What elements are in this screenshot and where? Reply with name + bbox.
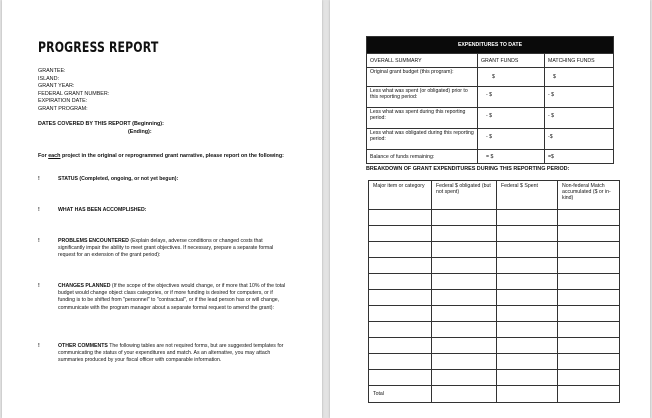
table-cell[interactable]: [558, 322, 620, 338]
table-row: [367, 150, 614, 164]
match-cell[interactable]: -$: [545, 129, 614, 150]
bd-header-match: Non-federal Match accumulated ($ or in-kind): [558, 181, 620, 210]
table-row: [369, 290, 620, 306]
intro-after: project in the original or reprogrammed grant narrative, please report on the following:: [60, 153, 284, 159]
table-cell[interactable]: [369, 210, 432, 226]
table-cell[interactable]: [497, 210, 558, 226]
row-label: Balance of funds remaining:: [367, 150, 478, 164]
table-cell[interactable]: [558, 338, 620, 354]
total-row: [369, 386, 620, 403]
table-cell[interactable]: [432, 370, 497, 386]
dates-covered: [38, 121, 164, 136]
intro-before: For: [38, 153, 49, 159]
table-row: [369, 306, 620, 322]
table-cell[interactable]: [497, 338, 558, 354]
bd-header-major-item: Major item or category: [369, 181, 432, 210]
bd-header-obligated: Federal $ obligated (but not spent): [432, 181, 497, 210]
match-cell[interactable]: =$: [545, 150, 614, 164]
col-matching-funds: MATCHING FUNDS: [545, 54, 614, 68]
table-row: [369, 242, 620, 258]
table-cell[interactable]: [369, 290, 432, 306]
bullet-icon: !: [38, 238, 40, 244]
expenditures-page: [330, 0, 650, 418]
table-row: [369, 354, 620, 370]
item-other-comments: [38, 343, 288, 365]
table-row: [369, 370, 620, 386]
table-cell[interactable]: [497, 306, 558, 322]
item-accomplished: [38, 207, 288, 214]
table-cell[interactable]: [432, 322, 497, 338]
table-cell[interactable]: [558, 290, 620, 306]
table-cell[interactable]: [369, 306, 432, 322]
item-heading: STATUS (Completed, ongoing, or not yet begun):: [58, 176, 179, 182]
match-cell[interactable]: - $: [545, 108, 614, 129]
grant-fields: [38, 68, 109, 114]
page-title: PROGRESS REPORT: [38, 40, 159, 56]
table-cell[interactable]: [497, 290, 558, 306]
table-cell[interactable]: [369, 354, 432, 370]
table-cell[interactable]: [558, 274, 620, 290]
table-cell[interactable]: [558, 306, 620, 322]
row-label: Less what was spent (or obligated) prior to this reporting period:: [367, 87, 478, 108]
table-row: [367, 68, 614, 87]
grant-cell[interactable]: - $: [478, 108, 545, 129]
item-text: (If the scope of the objectives would change, or if more that 10% of the total budget would change object class categories, or if more funding is desired for computers, or if funding is to be shifted from "personnel" to "contractual", or if the lead person has or will change, communicate with the program manager about a separate formal request to amend the grant):: [58, 283, 286, 311]
col-grant-funds: GRANT FUNDS: [478, 54, 545, 68]
match-cell[interactable]: - $: [545, 87, 614, 108]
field-grant-year: GRANT YEAR:: [38, 83, 75, 90]
field-expiration-date: EXPIRATION DATE:: [38, 98, 88, 105]
grant-cell[interactable]: - $: [478, 129, 545, 150]
expenditures-title: EXPENDITURES TO DATE: [367, 37, 614, 54]
table-cell[interactable]: [432, 386, 497, 403]
bullet-icon: !: [38, 176, 40, 182]
table-cell[interactable]: [369, 338, 432, 354]
table-cell[interactable]: [432, 290, 497, 306]
table-cell[interactable]: [369, 274, 432, 290]
table-cell[interactable]: [558, 386, 620, 403]
intro-each: each: [48, 153, 61, 159]
bullet-icon: !: [38, 343, 40, 349]
field-grant-program: GRANT PROGRAM:: [38, 105, 88, 112]
table-cell[interactable]: [432, 226, 497, 242]
col-overall-summary: OVERALL SUMMARY: [367, 54, 478, 68]
row-label: Original grant budget (this program):: [367, 68, 478, 87]
bullet-icon: !: [38, 283, 40, 289]
table-cell[interactable]: [432, 338, 497, 354]
table-cell[interactable]: [432, 210, 497, 226]
table-cell[interactable]: [497, 370, 558, 386]
item-problems: [38, 238, 288, 260]
table-row: [369, 274, 620, 290]
table-row: [369, 338, 620, 354]
grant-cell[interactable]: - $: [478, 87, 545, 108]
item-text: The following tables are not required forms, but are suggested templates for communicating the status of your expenditures and match. As an alternative, you may attach summaries produced by your fiscal officer with comparable information.: [58, 343, 284, 364]
table-cell[interactable]: [369, 226, 432, 242]
match-cell[interactable]: $: [545, 68, 614, 87]
grant-cell[interactable]: = $: [478, 150, 545, 164]
table-cell[interactable]: [558, 210, 620, 226]
table-cell[interactable]: [497, 274, 558, 290]
table-cell[interactable]: [497, 242, 558, 258]
item-heading: CHANGES PLANNED: [58, 283, 111, 289]
total-label: Total: [369, 386, 432, 403]
table-cell[interactable]: [369, 322, 432, 338]
bullet-icon: !: [38, 207, 40, 213]
table-cell[interactable]: [558, 258, 620, 274]
table-cell[interactable]: [497, 322, 558, 338]
item-text: (Explain delays, adverse conditions or changed costs that significantly impair the ability to meet grant objectives. If necessary, prepare a separate formal request for an extension of the grant period):: [58, 238, 274, 259]
table-cell[interactable]: [558, 226, 620, 242]
table-row: [369, 258, 620, 274]
intro-paragraph: [38, 153, 288, 160]
item-heading: WHAT HAS BEEN ACCOMPLISHED:: [58, 207, 147, 213]
field-island: ISLAND:: [38, 75, 59, 82]
table-cell[interactable]: [497, 386, 558, 403]
table-cell[interactable]: [369, 370, 432, 386]
item-heading: OTHER COMMENTS: [58, 343, 108, 349]
breakdown-table: [368, 180, 620, 403]
table-cell[interactable]: [558, 370, 620, 386]
table-cell[interactable]: [432, 258, 497, 274]
table-cell[interactable]: [558, 242, 620, 258]
table-cell[interactable]: [497, 354, 558, 370]
grant-cell[interactable]: $: [478, 68, 545, 87]
table-cell[interactable]: [497, 226, 558, 242]
breakdown-title: BREAKDOWN OF GRANT EXPENDITURES DURING THIS REPORTING PERIOD:: [366, 166, 570, 172]
table-cell[interactable]: [369, 242, 432, 258]
item-status: [38, 176, 288, 183]
dates-ending: (Ending):: [128, 128, 152, 135]
table-row: [367, 129, 614, 150]
table-cell[interactable]: [432, 354, 497, 370]
table-cell[interactable]: [497, 258, 558, 274]
progress-report-page: [2, 0, 322, 418]
table-row: [367, 108, 614, 129]
table-row: [369, 322, 620, 338]
bd-header-spent: Federal $ Spent: [497, 181, 558, 210]
item-changes-planned: [38, 283, 288, 312]
row-label: Less what was spent during this reporting period:: [367, 108, 478, 129]
table-cell[interactable]: [369, 258, 432, 274]
table-cell[interactable]: [432, 274, 497, 290]
expenditures-table: [366, 36, 614, 164]
table-row: [369, 226, 620, 242]
row-label: Less what was obligated during this reporting period:: [367, 129, 478, 150]
dates-beginning: DATES COVERED BY THIS REPORT (Beginning):: [38, 121, 164, 127]
item-heading: PROBLEMS ENCOUNTERED: [58, 238, 129, 244]
table-cell[interactable]: [432, 306, 497, 322]
table-cell[interactable]: [558, 354, 620, 370]
field-federal-grant-number: FEDERAL GRANT NUMBER:: [38, 90, 110, 97]
table-row: [369, 210, 620, 226]
field-grantee: GRANTEE:: [38, 68, 66, 74]
table-row: [367, 87, 614, 108]
table-cell[interactable]: [432, 242, 497, 258]
